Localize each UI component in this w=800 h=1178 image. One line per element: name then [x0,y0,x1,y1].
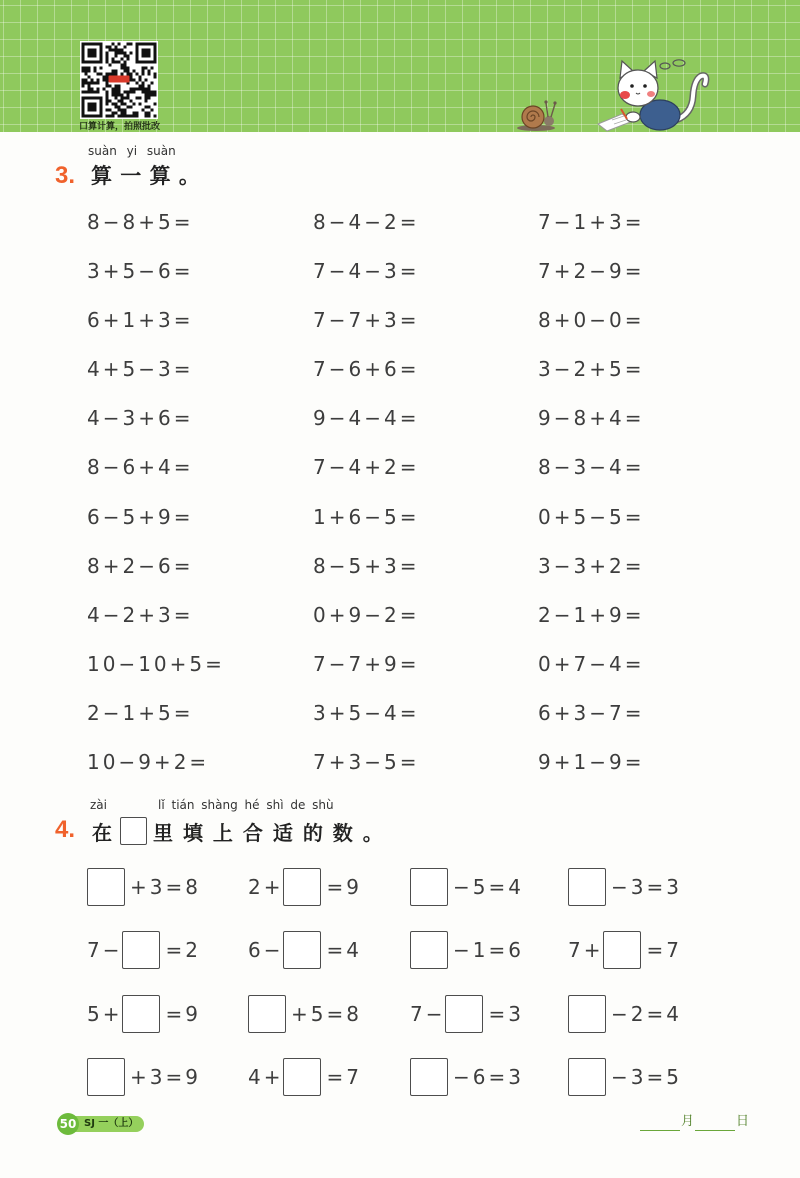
day-label: 日 [736,1114,750,1129]
fill-in-problem [410,995,568,1033]
fill-in-problem [410,931,568,969]
equation: 7−4−3= [313,259,420,284]
problem-suffix: =9 [326,875,362,899]
problem-suffix: −1=6 [453,938,524,963]
fill-in-problem [568,931,688,969]
answer-box [410,931,448,969]
fill-in-problem [248,868,410,906]
answer-box [248,995,286,1033]
problem-suffix: =7 [646,938,682,963]
section4-title-prefix: 在 [92,820,112,845]
equation: 8+0−0= [538,308,645,333]
equation: 8−4−2= [313,210,420,234]
header-illustration [0,0,800,132]
equation: 7+3−5= [313,750,420,775]
answer-box [283,1058,321,1096]
equation: 2−1+9= [538,602,645,627]
equation: 2−1+5= [87,700,194,725]
answer-box [87,1058,125,1096]
equation: 9−4−4= [313,406,420,431]
answer-box [603,931,641,969]
fill-in-grid [87,868,688,1121]
section3-title: 算 一 算 。 [91,164,201,188]
fill-in-problem [87,931,248,969]
equation: 7−1+3= [538,210,645,234]
problem-suffix: =9 [165,1001,201,1026]
answer-box [283,868,321,906]
equation: 0+9−2= [313,602,420,627]
month-label: 月 [681,1114,695,1129]
fill-in-problem [87,868,248,906]
problem-prefix: 7+ [568,938,604,963]
section4-pinyin-rest: lǐ tián shàng hé shì de shù [158,798,334,812]
problem-suffix: −2=4 [611,1001,682,1026]
fill-in-problem [248,1058,410,1096]
equation: 8−5+3= [313,553,420,578]
section3-number: 3. [55,162,76,189]
problem-suffix: =2 [165,938,201,963]
equation: 0+5−5= [538,504,645,529]
qr-caption: 口算计算，拍照批改 [79,122,161,132]
equation: 6−5+9= [87,504,194,529]
equation: 10−9+2= [87,750,210,775]
equation: 3+5−4= [313,700,420,725]
fill-in-problem [410,1058,568,1096]
fill-in-problem [568,995,688,1033]
problem-suffix: −3=5 [611,1064,682,1089]
section4-title [92,816,384,846]
section4-title-suffix: 里 填 上 合 适 的 数 。 [153,820,385,845]
answer-box [568,868,606,906]
problem-prefix: 7− [410,1001,446,1026]
problem-prefix: 6− [248,938,284,963]
section4-pinyin-first: zài [90,798,107,812]
page-number: 50 [57,1113,79,1135]
month-blank-line [640,1130,680,1131]
answer-box [410,868,448,906]
answer-box [410,1058,448,1096]
equation: 3−2+5= [538,357,645,382]
fill-in-problem [248,931,410,969]
problem-suffix: =3 [488,1001,524,1026]
equation: 9+1−9= [538,750,645,775]
day-blank-line [695,1130,735,1131]
fill-in-problem [87,1058,248,1096]
header-band [0,0,800,132]
book-tag: SJ 一（上） [74,1116,144,1132]
problem-suffix: =4 [326,938,362,963]
equation: 3−3+2= [538,553,645,578]
equation: 7−4+2= [313,455,420,480]
equation: 6+1+3= [87,308,194,333]
equation: 4−2+3= [87,602,194,627]
equation: 7−6+6= [313,357,420,382]
answer-box [445,995,483,1033]
problem-suffix: −3=3 [611,875,682,899]
snail-icon [517,100,557,131]
problem-suffix: +3=9 [130,1064,201,1089]
fill-in-problem [87,995,248,1033]
equation: 7−7+3= [313,308,420,333]
problem-suffix: +5=8 [291,1001,362,1026]
answer-box [568,1058,606,1096]
cat-writing-icon [598,60,706,131]
problem-suffix: =7 [326,1064,362,1089]
equation: 8−6+4= [87,455,194,480]
section3-pinyin: suàn yi suàn [88,144,176,158]
problem-prefix: 5+ [87,1001,123,1026]
equation: 0+7−4= [538,651,645,676]
fill-in-problem [410,868,568,906]
equation: 8−3−4= [538,455,645,480]
equation: 9−8+4= [538,406,645,431]
answer-box [283,931,321,969]
equation: 1+6−5= [313,504,420,529]
section4-number: 4. [55,816,76,843]
equation: 10−10+5= [87,651,225,676]
equation: 6+3−7= [538,700,645,725]
answer-box [568,995,606,1033]
fill-in-problem [568,868,688,906]
fill-in-problem [568,1058,688,1096]
equation: 7−7+9= [313,651,420,676]
equation: 8−8+5= [87,210,194,234]
problem-suffix: +3=8 [130,875,201,899]
problem-suffix: −6=3 [453,1064,524,1089]
fill-in-problem [248,995,410,1033]
problem-prefix: 7− [87,938,123,963]
arithmetic-grid [87,210,738,799]
problem-prefix: 4+ [248,1064,284,1089]
answer-box [122,995,160,1033]
equation: 8+2−6= [87,553,194,578]
answer-box [87,868,125,906]
equation: 4−3+6= [87,406,194,431]
equation: 4+5−3= [87,357,194,382]
problem-prefix: 2+ [248,875,284,899]
title-blank-box [120,817,147,845]
problem-suffix: −5=4 [453,875,524,899]
answer-box [122,931,160,969]
equation: 3+5−6= [87,259,194,284]
equation: 7+2−9= [538,259,645,284]
